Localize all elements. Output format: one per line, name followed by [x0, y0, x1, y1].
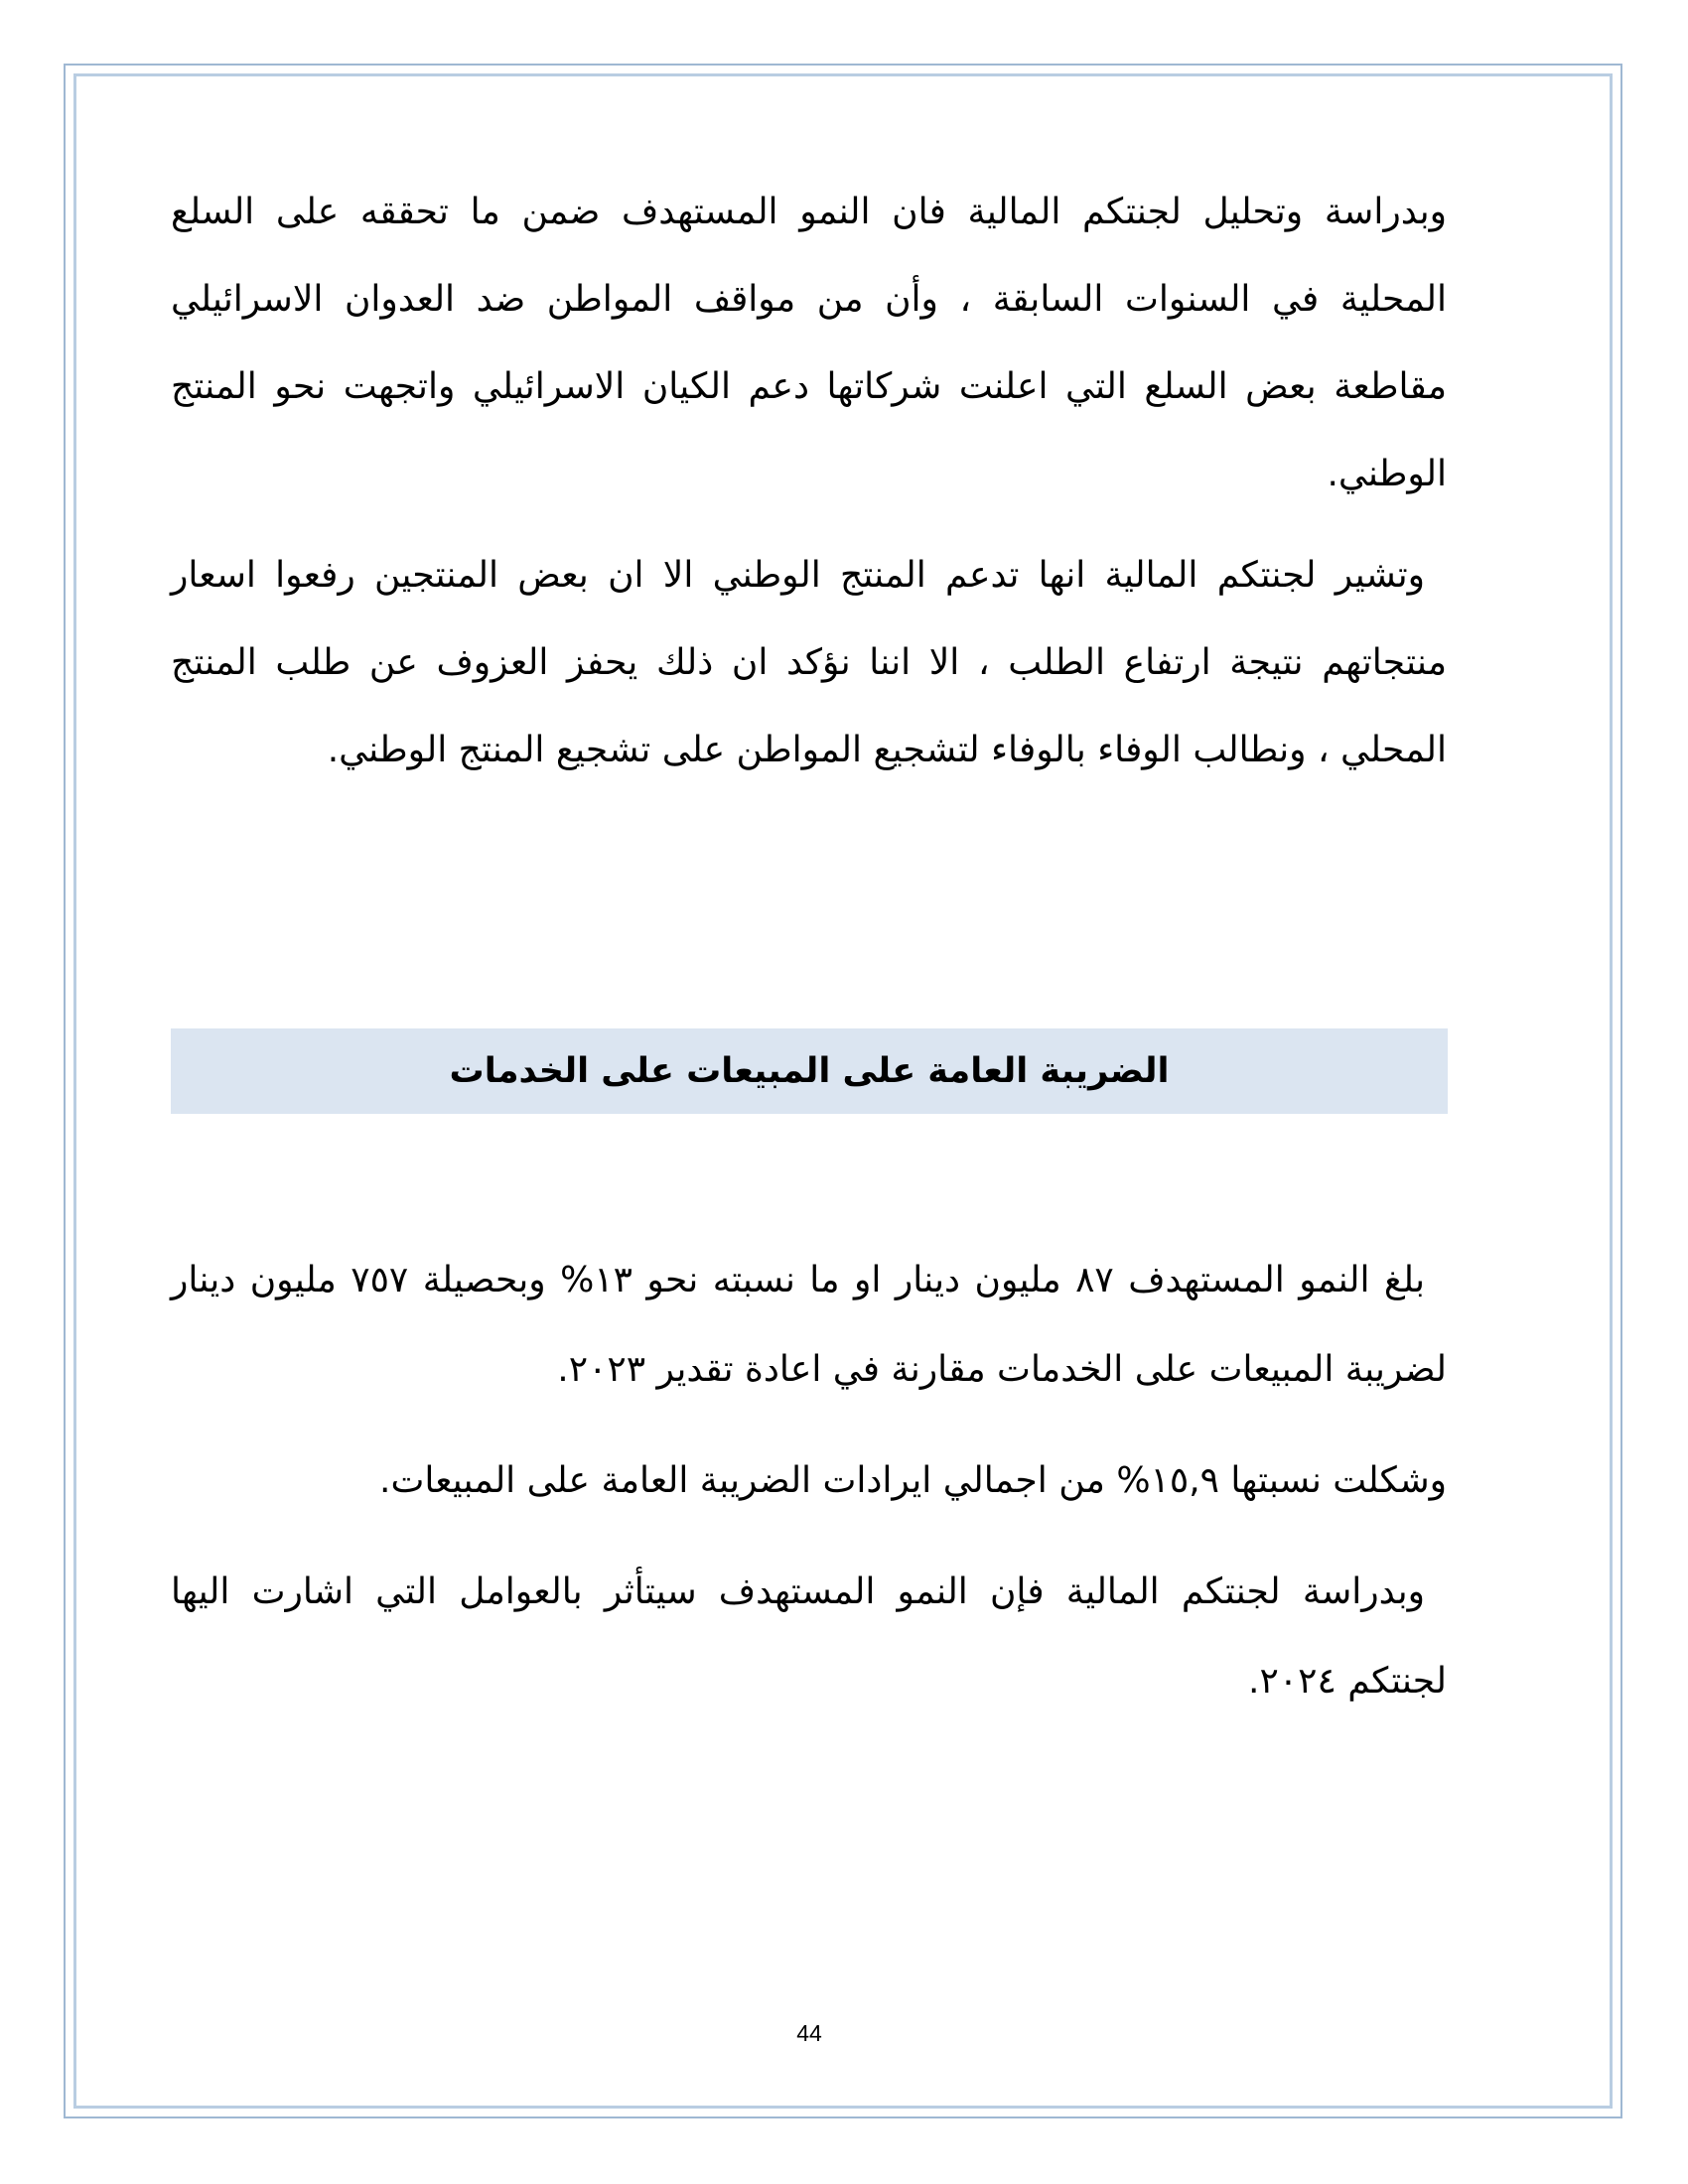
paragraph-target-growth: بلغ النمو المستهدف ٨٧ مليون دينار او ما نسبته نحو ١٣% وبحصيلة ٧٥٧ مليون دينار لضريبة المبيعات على الخدمات مقارنة في اعادة تقدير ٢٠٢٣.	[171, 1260, 1447, 1390]
paragraph-committee-study: وبدراسة لجنتكم المالية فإن النمو المستهدف سيتأثر بالعوامل التي اشارت اليها لجنتكم ٢٠٢٤.	[171, 1571, 1447, 1702]
section-heading-bar	[171, 1028, 1448, 1114]
paragraph-share: وشكلت نسبتها ١٥,٩% من اجمالي ايرادات الضريبة العامة على المبيعات.	[379, 1460, 1447, 1501]
paragraph-analysis: وبدراسة وتحليل لجنتكم المالية فان النمو المستهدف ضمن ما تحققه على السلع المحلية في السنوات السابقة ، وأن من مواقف المواطن ضد العدوان الاسرائيلي مقاطعة بعض السلع التي اعلنت شركاتها دعم الكيان الاسرائيلي واتجهت نحو المنتج الوطني.	[171, 192, 1447, 494]
page-number: 44	[796, 2020, 822, 2046]
section-heading-title: الضريبة العامة على المبيعات على الخدمات	[449, 1050, 1170, 1091]
paragraph-national-product: وتشير لجنتكم المالية انها تدعم المنتج الوطني الا ان بعض المنتجين رفعوا اسعار منتجاتهم نتيجة ارتفاع الطلب ، الا اننا نؤكد ان ذلك يحفز العزوف عن طلب المنتج المحلي ، ونطالب الوفاء بالوفاء لتشجيع المواطن على تشجيع المنتج الوطني.	[171, 555, 1447, 770]
body-text-top	[171, 169, 1447, 794]
body-text-bottom	[171, 1236, 1447, 1726]
